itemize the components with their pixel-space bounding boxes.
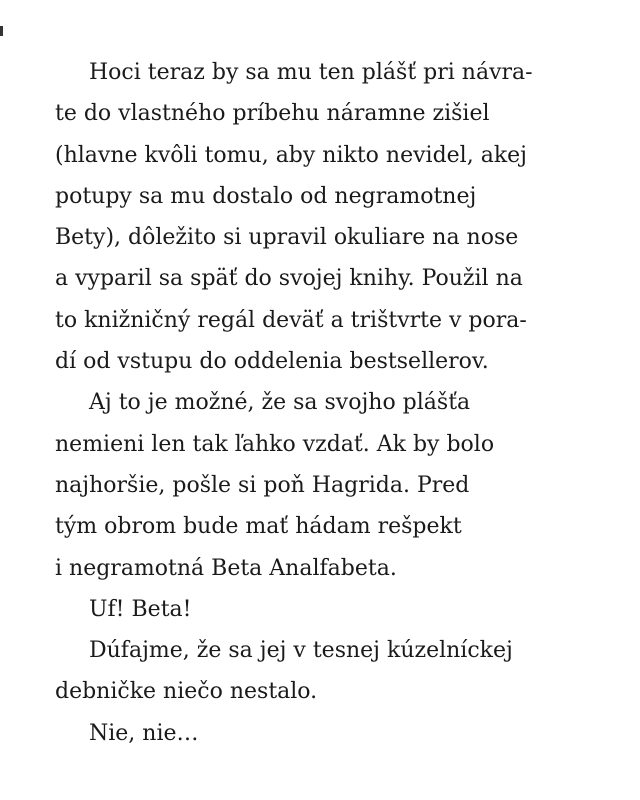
page-edge-mark <box>0 26 3 36</box>
text-line: debničke niečo nestalo. <box>55 679 318 705</box>
text-line: a vyparil sa späť do svojej knihy. Použil na <box>55 266 523 292</box>
text-line: najhoršie, pošle si poň Hagrida. Pred <box>55 472 470 498</box>
text-line: potupy sa mu dostalo od negramotnej <box>55 183 477 209</box>
text-line: Dúfajme, že sa jej v tesnej kúzelníckej <box>89 638 513 664</box>
text-line: Aj to je možné, že sa svojho plášťa <box>89 390 471 416</box>
text-line: te do vlastného príbehu náramne zišiel <box>55 101 490 127</box>
text-line: Uf! Beta! <box>89 596 192 622</box>
text-line: nemieni len tak ľahko vzdať. Ak by bolo <box>55 431 495 457</box>
paragraph-1 <box>55 52 595 382</box>
text-line: Bety), dôležito si upravil okuliare na nose <box>55 225 519 251</box>
paragraph-4 <box>55 630 595 713</box>
text-line: dí od vstupu do oddelenia bestsellerov. <box>55 349 489 375</box>
body-text <box>55 52 595 754</box>
paragraph-3 <box>55 589 595 630</box>
text-line: tým obrom bude mať hádam rešpekt <box>55 514 462 540</box>
text-line: Nie, nie… <box>89 720 199 746</box>
text-line: i negramotná Beta Analfabeta. <box>55 555 397 581</box>
text-line: to knižničný regál deväť a trištvrte v pora- <box>55 307 527 333</box>
paragraph-5 <box>55 713 595 754</box>
text-line: (hlavne kvôli tomu, aby nikto nevidel, akej <box>55 142 527 168</box>
text-line: Hoci teraz by sa mu ten plášť pri návra- <box>89 60 533 85</box>
paragraph-2 <box>55 382 595 588</box>
